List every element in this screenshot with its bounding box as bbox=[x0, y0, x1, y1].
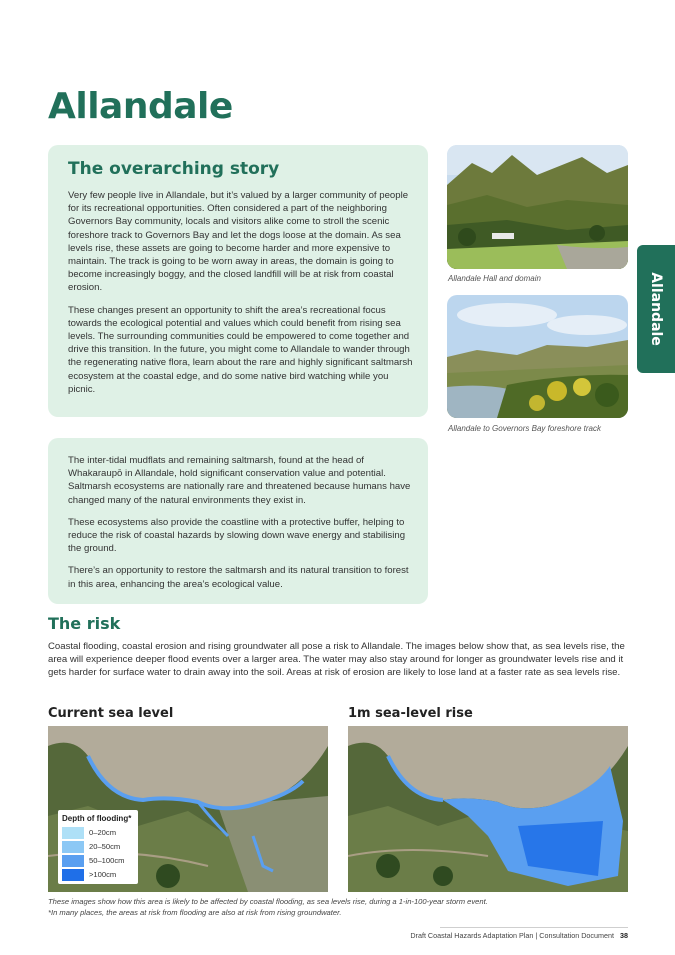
risk-heading: The risk bbox=[48, 614, 121, 633]
map-current-sea-level bbox=[48, 726, 328, 892]
legend-item bbox=[62, 869, 138, 881]
footer-divider bbox=[440, 927, 628, 928]
legend-swatch bbox=[62, 869, 84, 881]
side-tab-label: Allandale bbox=[648, 272, 664, 346]
photo-allandale-hall bbox=[447, 145, 628, 269]
map-title-current: Current sea level bbox=[48, 706, 174, 721]
ecology-paragraph-1: The inter-tidal mudflats and remaining saltmarsh, found at the head of Whakaraupō in Allandale, hold significant conservation value and potential. Saltmarsh ecosystems are nationally rare and threatened because humans have changed many of the natural environments they exist in. bbox=[68, 455, 411, 506]
legend-swatch bbox=[62, 827, 84, 839]
ecology-panel bbox=[48, 438, 428, 604]
map-1m-sea-level-rise bbox=[348, 726, 628, 892]
legend-item bbox=[62, 841, 138, 853]
flood-depth-legend bbox=[58, 810, 138, 884]
page-title: Allandale bbox=[48, 86, 233, 127]
legend-title: Depth of flooding* bbox=[62, 814, 132, 823]
ecology-paragraph-2: These ecosystems also provide the coastline with a protective buffer, helping to reduce the risk of coastal hazards by slowing down wave energy and stabilising the ground. bbox=[68, 516, 406, 555]
footnote-1: These images show how this area is likely to be affected by coastal flooding, as sea levels rise, during a 1-in-100-year storm event. bbox=[48, 897, 488, 906]
map-title-1m: 1m sea-level rise bbox=[348, 706, 473, 721]
story-paragraph-1: Very few people live in Allandale, but it’s valued by a larger community of people for its recreational opportunities. Often considered a part of the neighboring Governors Bay community, locals and visitors alike come to stroll the scenic foreshore track to Governors Bay and let the dogs loose at the domain. As sea levels rise, these assets are going to become harder and more expensive to maintain. The track is going to be worn away in areas, the domain is going to become increasingly boggy, and the closed landfill will be at risk from coastal erosion. bbox=[68, 190, 409, 294]
landscape-photo-icon bbox=[447, 145, 628, 269]
legend-label: >100cm bbox=[89, 870, 117, 879]
page-number: 38 bbox=[620, 931, 628, 940]
landscape-photo-icon bbox=[447, 295, 628, 418]
footer-text: Draft Coastal Hazards Adaptation Plan | Consultation Document bbox=[410, 931, 614, 940]
story-paragraph-2: These changes present an opportunity to shift the area’s recreational focus towards the ecological potential and values which could benefit from rising sea levels. The surrounding communities could be empowered to come together and drive this transition. In the future, you might come to Allandale to wander through the regenerating native flora, learn about the rare and highly significant saltmarsh ecosystem at the coastal edge, and do some native bird watching while you picnic. bbox=[68, 304, 413, 395]
photo-caption-2: Allandale to Governors Bay foreshore track bbox=[448, 424, 601, 433]
legend-item bbox=[62, 827, 138, 839]
photo-caption-1: Allandale Hall and domain bbox=[448, 274, 541, 283]
aerial-map-icon bbox=[348, 726, 628, 892]
legend-swatch bbox=[62, 855, 84, 867]
footnote-2: *In many places, the areas at risk from flooding are also at risk from rising groundwater. bbox=[48, 908, 342, 917]
section-side-tab[interactable] bbox=[637, 245, 675, 373]
legend-label: 20–50cm bbox=[89, 842, 121, 851]
photo-foreshore-track bbox=[447, 295, 628, 418]
legend-swatch bbox=[62, 841, 84, 853]
ecology-paragraph-3: There’s an opportunity to restore the saltmarsh and its natural transition to forest in this area, enhancing the area’s ecological value. bbox=[68, 565, 409, 590]
legend-label: 50–100cm bbox=[89, 856, 125, 865]
legend-item bbox=[62, 855, 138, 867]
legend-label: 0–20cm bbox=[89, 828, 117, 837]
risk-text: Coastal flooding, coastal erosion and rising groundwater all pose a risk to Allandale. The images below show that, as sea levels rise, the area will experience deeper flood events over a larger area. The water may also stay around for longer as groundwater levels rise and it gets harder for surface water to drain away into the soil. Areas at risk of erosion are likely to lose land at a faster rate as sea levels rise. bbox=[48, 641, 625, 679]
page-footer bbox=[410, 931, 628, 940]
story-panel bbox=[48, 145, 428, 417]
story-heading: The overarching story bbox=[68, 159, 280, 179]
